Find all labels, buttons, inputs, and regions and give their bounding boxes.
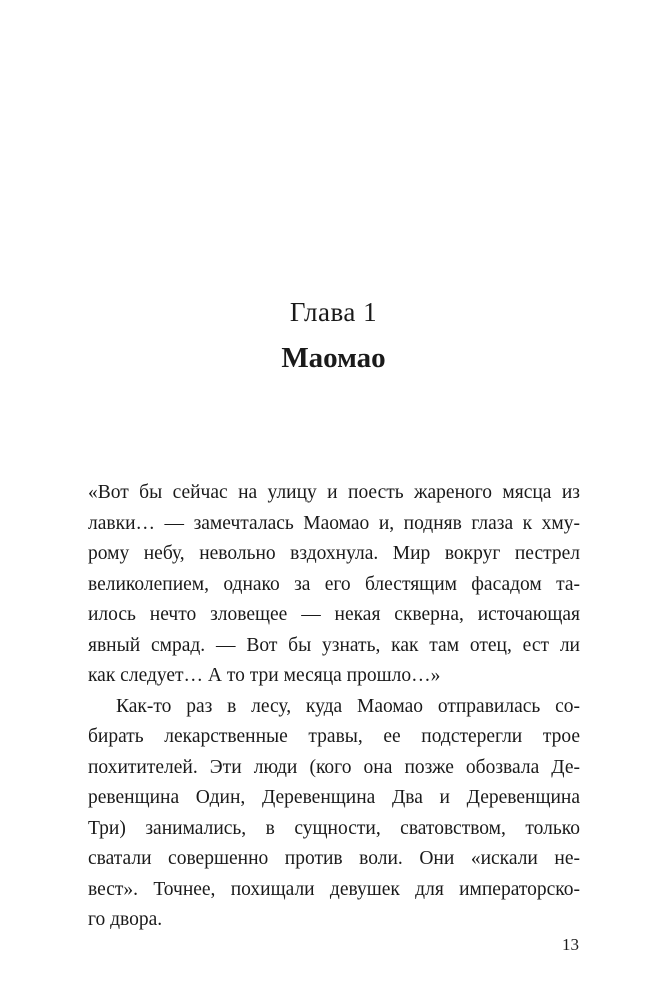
paragraph bbox=[88, 478, 580, 692]
text-line: вест». Точнее, похищали девушек для императорско- bbox=[88, 878, 580, 900]
text-line: лавки… — замечталась Маомао и, подняв глаза к хму- bbox=[88, 512, 580, 534]
text-line: го двора. bbox=[88, 909, 163, 930]
chapter-title: Маомао bbox=[281, 342, 386, 374]
text-line: сватали совершенно против воли. Они «искали не- bbox=[88, 848, 580, 869]
text-line: явный смрад. — Вот бы узнать, как там отец, ест ли bbox=[88, 634, 580, 656]
page-number: 13 bbox=[562, 935, 579, 954]
text-line: великолепием, однако за его блестящим фасадом та- bbox=[88, 573, 580, 595]
text-line: Три) занимались, в сущности, сватовством, только bbox=[88, 817, 580, 839]
text-line: Как-то раз в лесу, куда Маомао отправилась со- bbox=[116, 695, 580, 717]
chapter-heading bbox=[0, 292, 667, 380]
text-line: бирать лекарственные травы, ее подстерегли трое bbox=[88, 726, 580, 747]
text-line: илось нечто зловещее — некая скверна, источающая bbox=[88, 604, 580, 625]
text-line: «Вот бы сейчас на улицу и поесть жареного мясца из bbox=[88, 482, 580, 503]
text-line: рому небу, невольно вздохнула. Мир вокруг пестрел bbox=[88, 543, 580, 564]
text-line: как следует… А то три месяца прошло…» bbox=[88, 665, 441, 686]
paragraph bbox=[88, 692, 580, 936]
text-line: похитителей. Эти люди (кого она позже обозвала Де- bbox=[88, 756, 580, 778]
text-line: ревенщина Один, Деревенщина Два и Деревенщина bbox=[88, 787, 580, 808]
body-text bbox=[88, 478, 580, 936]
chapter-label: Глава 1 bbox=[289, 297, 378, 327]
